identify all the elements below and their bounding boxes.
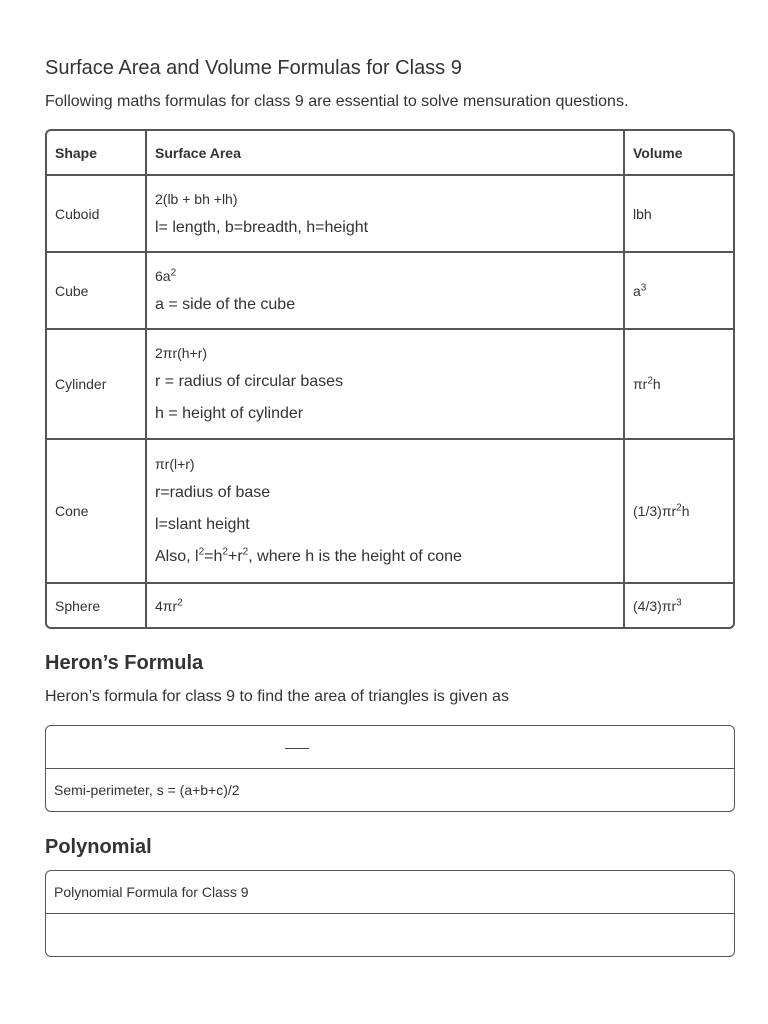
formula-note: Also, $l^2=h^2+r^2$, where h is the height of cone	[155, 546, 462, 565]
formula-note: h = height of cylinder	[155, 405, 304, 422]
polynomial-formula-row	[46, 914, 734, 956]
volume-cell: $(1/3)\pi r^2h$	[625, 440, 733, 584]
table-row	[47, 440, 733, 584]
table-row	[47, 253, 733, 330]
volume-cell: $(4/3)\pi r^3$	[633, 596, 682, 614]
surface-area-formula: $6a^2$	[155, 266, 177, 284]
surface-area-cell	[147, 440, 625, 584]
semi-perimeter-text: Semi-perimeter, s = (a+b+c)/2	[54, 782, 240, 798]
volume-cell: lbh	[625, 176, 733, 253]
heron-heading: Heron’s Formula	[45, 652, 204, 674]
shape-cell: Cuboid	[47, 176, 147, 253]
surface-area-formula: 2(lb + bh +lh)	[155, 190, 238, 207]
surface-area-cell: $4\pi r^2$	[147, 584, 625, 627]
formula-note: a = side of the cube	[155, 295, 296, 313]
surface-area-formula: 2πr(h+r)	[155, 345, 208, 361]
surface-area-cell	[147, 330, 625, 440]
volume-cell: $a^3$	[625, 253, 733, 330]
shape-cell: Cylinder	[47, 330, 147, 440]
polynomial-heading: Polynomial	[45, 836, 152, 858]
formula-fraction-line	[285, 748, 309, 749]
formula-note: l= length, b=breadth, h=height	[155, 218, 369, 236]
header-shape: Shape	[47, 131, 147, 176]
surface-area-cell	[147, 253, 625, 330]
formula-note: r = radius of circular bases	[155, 373, 344, 390]
table-header-row	[47, 131, 733, 176]
formula-note: l=slant height	[155, 516, 250, 533]
heron-formula-row	[46, 726, 734, 769]
shape-cell: Cone	[47, 440, 147, 584]
surface-area-cell	[147, 176, 625, 253]
heron-formula-box	[45, 725, 735, 812]
polynomial-title-row	[46, 871, 734, 914]
header-surface-area: Surface Area	[147, 131, 625, 176]
formula-note: r=radius of base	[155, 484, 271, 501]
heron-text: Heron’s formula for class 9 to find the area of triangles is given as	[45, 688, 509, 705]
table-row	[47, 176, 733, 253]
polynomial-box-title: Polynomial Formula for Class 9	[54, 884, 249, 900]
formula-table	[45, 129, 735, 629]
table-row	[47, 330, 733, 440]
intro-text: Following maths formulas for class 9 are essential to solve mensuration questions.	[45, 93, 629, 110]
surface-area-formula: πr(l+r)	[155, 456, 195, 472]
volume-cell: $\pi r^2h$	[625, 330, 733, 440]
polynomial-box	[45, 870, 735, 957]
table-row	[47, 584, 733, 627]
semi-perimeter-row	[46, 769, 734, 811]
page-title: Surface Area and Volume Formulas for Class 9	[45, 57, 462, 79]
header-volume: Volume	[625, 131, 733, 176]
shape-cell: Cube	[47, 253, 147, 330]
shape-cell: Sphere	[47, 584, 147, 627]
